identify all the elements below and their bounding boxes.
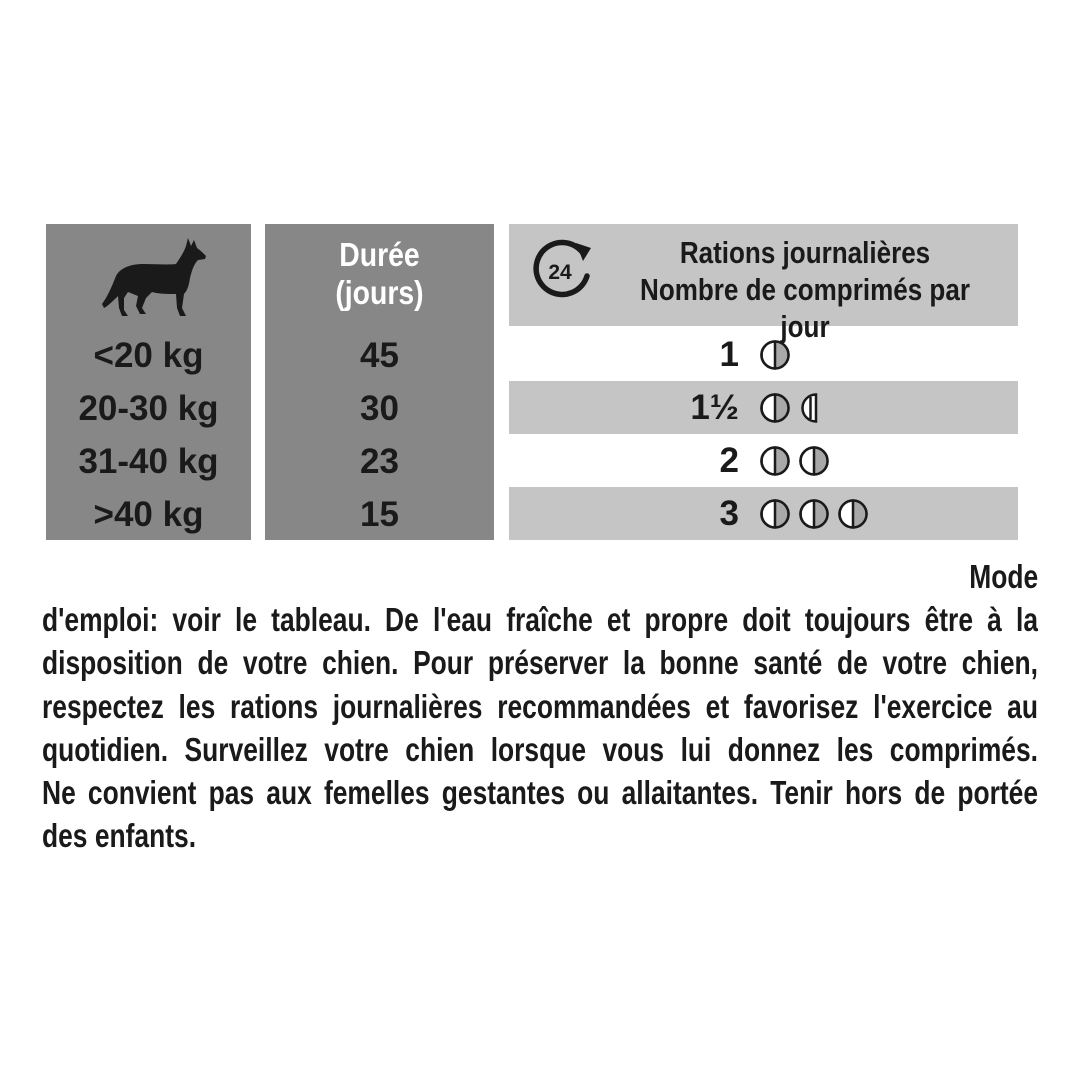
- duration-column: [265, 224, 494, 540]
- tablet-count: 1½: [690, 388, 739, 427]
- weight-column: [46, 224, 251, 540]
- days-cell: 15: [360, 495, 399, 534]
- rations-title-line: Nombre de comprimés par jour: [640, 272, 970, 344]
- 24h-clock-icon: [529, 236, 597, 304]
- tablet-icon: [759, 339, 791, 371]
- instructions-line: respectez les rations journalières recommandées et favorisez l'exercice au: [42, 687, 1038, 725]
- instructions-line: quotidien. Surveillez votre chien lorsque vous lui donnez les comprimés.: [42, 730, 1038, 768]
- dog-icon: [94, 234, 209, 320]
- tablet-icons: [759, 339, 798, 371]
- tablet-count: 1: [719, 335, 739, 374]
- weight-cell: <20 kg: [93, 336, 204, 375]
- tablet-count: 3: [719, 494, 739, 533]
- rations-title-line: Rations journalières: [679, 235, 931, 270]
- tablet-icon: [759, 392, 791, 424]
- instructions-line: Ne convient pas aux femelles gestantes ou allaitantes. Tenir hors de portée: [42, 774, 1038, 812]
- instructions-line: d'emploi: voir le tableau. De l'eau fraîche et propre doit toujours être à la: [42, 601, 1038, 639]
- duration-header-line: Durée: [339, 236, 420, 273]
- days-cell: 45: [360, 336, 399, 375]
- instructions-heading: Mode: [969, 558, 1038, 595]
- instructions: [42, 555, 1038, 857]
- rations-header: [509, 224, 1018, 344]
- tablet-count: 2: [719, 441, 739, 480]
- instructions-line: des enfants.: [42, 817, 197, 855]
- weight-cell: >40 kg: [93, 495, 204, 534]
- ration-row: [509, 434, 1018, 487]
- half-tablet-icon: [798, 392, 830, 424]
- days-cell: 30: [360, 389, 399, 428]
- duration-header-line: (jours): [335, 274, 424, 311]
- tablet-icons: [759, 498, 876, 530]
- ration-row: [509, 328, 1018, 381]
- weight-cell: 20-30 kg: [78, 389, 219, 428]
- tablet-icon: [798, 498, 830, 530]
- tablet-icon: [759, 445, 791, 477]
- duration-header: [281, 236, 478, 312]
- tablet-icon: [759, 498, 791, 530]
- tablet-icon: [798, 445, 830, 477]
- instructions-line: disposition de votre chien. Pour préserver la bonne santé de votre chien,: [42, 644, 1038, 682]
- tablet-icons: [759, 445, 837, 477]
- tablet-icon: [837, 498, 869, 530]
- days-cell: 23: [360, 442, 399, 481]
- tablet-icons: [759, 392, 837, 424]
- ration-row: [509, 381, 1018, 434]
- clock-label: 24: [548, 261, 572, 284]
- ration-row: [509, 487, 1018, 540]
- weight-cell: 31-40 kg: [78, 442, 219, 481]
